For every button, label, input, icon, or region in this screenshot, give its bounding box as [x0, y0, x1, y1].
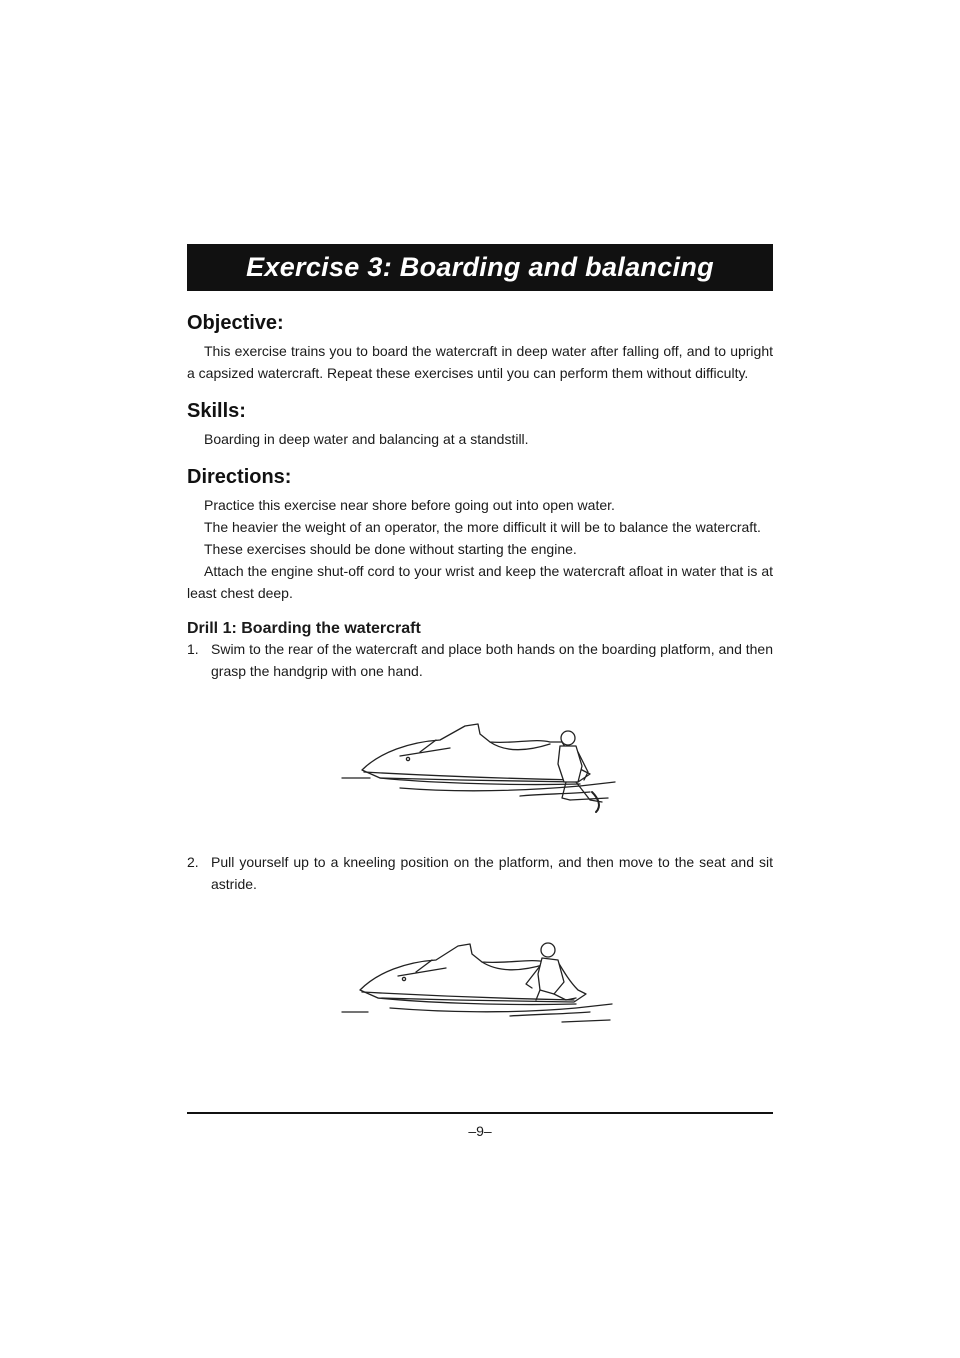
directions-paragraph: The heavier the weight of an operator, the more difficult it will be to balance the watercraft. — [204, 519, 761, 535]
drill-step — [187, 638, 773, 682]
step-text: Swim to the rear of the watercraft and place both hands on the boarding platform, and then grasp the handgrip with one hand. — [211, 641, 773, 679]
banner-title: Exercise 3: Boarding and balancing — [246, 252, 714, 282]
directions-paragraph: Attach the engine shut-off cord to your wrist and keep the watercraft afloat in water that is at least chest deep. — [187, 563, 773, 601]
drill-1-section — [187, 620, 773, 682]
footer-rule — [187, 1112, 773, 1114]
page-number: –9– — [468, 1123, 492, 1139]
skills-text: Boarding in deep water and balancing at a standstill. — [204, 431, 529, 447]
page-content — [187, 312, 773, 682]
boarding-illustration-1 — [340, 712, 630, 820]
exercise-banner — [187, 244, 773, 291]
objective-heading: Objective: — [187, 312, 284, 334]
drill-1-step-2 — [187, 851, 773, 895]
step-number: 2. — [187, 854, 199, 870]
objective-section — [187, 312, 773, 384]
drill-heading: Drill 1: Boarding the watercraft — [187, 620, 421, 637]
step-number: 1. — [187, 641, 199, 657]
directions-paragraph: These exercises should be done without starting the engine. — [204, 541, 577, 557]
step-text: Pull yourself up to a kneeling position on the platform, and then move to the seat and sit astride. — [211, 854, 773, 892]
directions-heading: Directions: — [187, 466, 292, 488]
skills-heading: Skills: — [187, 400, 246, 422]
boarding-illustration-2 — [340, 938, 630, 1038]
drill-step — [187, 851, 773, 895]
directions-section — [187, 466, 773, 604]
directions-paragraph: Practice this exercise near shore before going out into open water. — [204, 497, 615, 513]
objective-text: This exercise trains you to board the watercraft in deep water after falling off, and to upright a capsized watercraft. Repeat these exercises until you can perform them without difficulty. — [187, 343, 773, 381]
skills-section — [187, 400, 773, 450]
